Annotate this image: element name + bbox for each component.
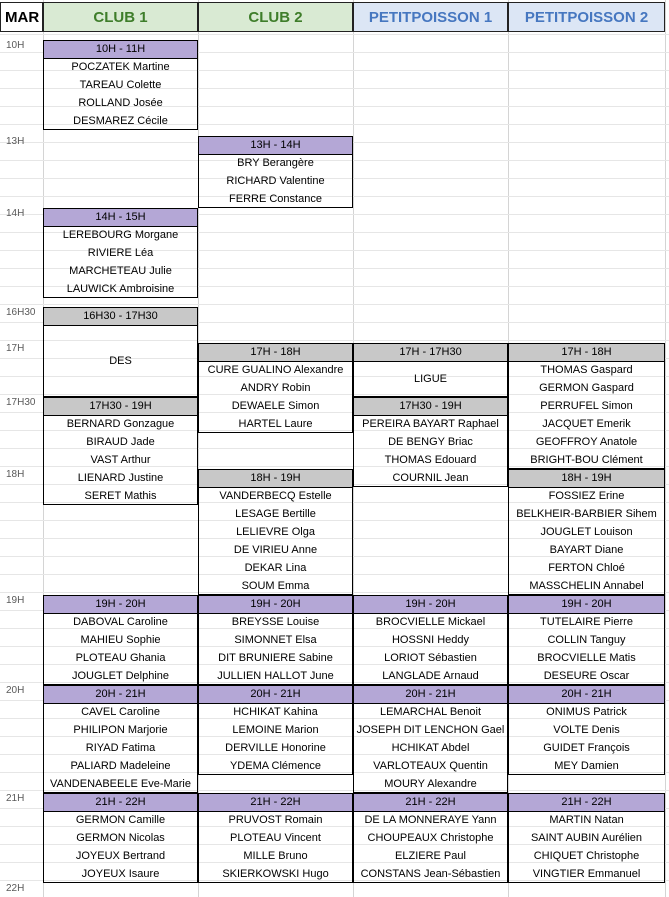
participant-name[interactable]: VINGTIER Emmanuel bbox=[532, 868, 641, 880]
participant-name[interactable]: ROLLAND Josée bbox=[78, 97, 163, 109]
participant-name[interactable]: PLOTEAU Ghania bbox=[75, 652, 166, 664]
participant-name[interactable]: LEMARCHAL Benoit bbox=[379, 706, 482, 718]
participant-name[interactable]: CONSTANS Jean-Sébastien bbox=[360, 868, 501, 880]
session-slot-header[interactable]: 21H - 22H bbox=[508, 793, 665, 811]
participant-name[interactable]: PALIARD Madeleine bbox=[70, 760, 171, 772]
participant-name[interactable]: PERRUFEL Simon bbox=[540, 400, 633, 412]
participant-name[interactable]: SAINT AUBIN Aurélien bbox=[530, 832, 643, 844]
participant-name[interactable]: TAREAU Colette bbox=[79, 79, 162, 91]
participant-name[interactable]: JULLIEN HALLOT June bbox=[217, 670, 334, 682]
participant-name[interactable]: THOMAS Edouard bbox=[384, 454, 477, 466]
session-header-divider bbox=[43, 703, 198, 704]
participant-name[interactable]: BRY Berangère bbox=[237, 157, 314, 169]
session-slot-header[interactable]: 13H - 14H bbox=[198, 136, 353, 154]
participant-name[interactable]: RIYAD Fatima bbox=[85, 742, 156, 754]
participant-name[interactable]: GERMON Camille bbox=[75, 814, 166, 826]
participant-name[interactable]: THOMAS Gaspard bbox=[540, 364, 633, 376]
time-label: 21H bbox=[6, 793, 25, 804]
participant-name[interactable]: DE LA MONNERAYE Yann bbox=[364, 814, 497, 826]
session-header-divider bbox=[43, 811, 198, 812]
participant-name[interactable]: FERTON Chloé bbox=[548, 562, 625, 574]
session-slot-header[interactable]: 20H - 21H bbox=[198, 685, 353, 703]
session-header-divider bbox=[198, 361, 353, 362]
participant-name[interactable]: FOSSIEZ Erine bbox=[548, 490, 625, 502]
participant-name[interactable]: GERMON Nicolas bbox=[76, 832, 165, 844]
session-slot-header[interactable]: 17H - 17H30 bbox=[353, 343, 508, 361]
participant-name[interactable]: DEKAR Lina bbox=[244, 562, 307, 574]
participant-name[interactable]: ONIMUS Patrick bbox=[546, 706, 627, 718]
participant-name[interactable]: BRIGHT-BOU Clément bbox=[530, 454, 643, 466]
session-slot-header[interactable]: 17H - 18H bbox=[508, 343, 665, 361]
participant-name[interactable]: JOSEPH DIT LENCHON Gael bbox=[356, 724, 505, 736]
session-header-divider bbox=[508, 361, 665, 362]
participant-name[interactable]: HCHIKAT Kahina bbox=[233, 706, 318, 718]
participant-name[interactable]: YDEMA Clémence bbox=[229, 760, 322, 772]
session-header-divider bbox=[43, 613, 198, 614]
session-slot-header[interactable]: 16H30 - 17H30 bbox=[43, 307, 198, 325]
session-slot-header[interactable]: 17H30 - 19H bbox=[43, 397, 198, 415]
participant-name[interactable]: SKIERKOWSKI Hugo bbox=[222, 868, 329, 880]
session-slot-header[interactable]: 21H - 22H bbox=[198, 793, 353, 811]
participant-name[interactable]: LORIOT Sébastien bbox=[384, 652, 477, 664]
session-header-divider bbox=[508, 487, 665, 488]
participant-name[interactable]: ELZIERE Paul bbox=[395, 850, 466, 862]
participant-name[interactable]: PEREIRA BAYART Raphael bbox=[362, 418, 499, 430]
session-header-divider bbox=[43, 325, 198, 326]
session-slot-header[interactable]: 17H - 18H bbox=[198, 343, 353, 361]
session-slot-header[interactable]: 20H - 21H bbox=[508, 685, 665, 703]
participant-name[interactable]: CHOUPEAUX Christophe bbox=[367, 832, 494, 844]
participant-name[interactable]: RIVIERE Léa bbox=[87, 247, 154, 259]
time-label: 20H bbox=[6, 685, 25, 696]
participant-name[interactable]: COLLIN Tanguy bbox=[547, 634, 626, 646]
participant-name[interactable]: RICHARD Valentine bbox=[226, 175, 325, 187]
participant-name[interactable]: BROCVIELLE Matis bbox=[537, 652, 636, 664]
participant-name[interactable]: LANGLADE Arnaud bbox=[382, 670, 479, 682]
participant-name[interactable]: PLOTEAU Vincent bbox=[230, 832, 321, 844]
time-label: 16H30 bbox=[6, 307, 36, 318]
participant-name[interactable]: MARCHETEAU Julie bbox=[69, 265, 172, 277]
session-slot-header[interactable]: 10H - 11H bbox=[43, 40, 198, 58]
participant-name[interactable]: LEREBOURG Morgane bbox=[62, 229, 179, 241]
participant-name[interactable]: CAVEL Caroline bbox=[81, 706, 160, 718]
participant-name[interactable]: BAYART Diane bbox=[549, 544, 624, 556]
participant-name[interactable]: JACQUET Emerik bbox=[542, 418, 631, 430]
session-header-divider bbox=[508, 613, 665, 614]
session-slot-header[interactable]: 14H - 15H bbox=[43, 208, 198, 226]
column-header-club-2[interactable]: CLUB 2 bbox=[198, 2, 353, 32]
participant-name[interactable]: JOYEUX Isaure bbox=[81, 868, 160, 880]
column-header-club-1[interactable]: CLUB 1 bbox=[43, 2, 198, 32]
day-header[interactable]: MAR bbox=[0, 2, 43, 32]
session-header-divider bbox=[198, 487, 353, 488]
participant-name[interactable]: LAUWICK Ambroisine bbox=[66, 283, 175, 295]
participant-name[interactable]: FERRE Constance bbox=[229, 193, 322, 205]
participant-name[interactable]: POCZATEK Martine bbox=[71, 61, 170, 73]
session-slot-header[interactable]: 19H - 20H bbox=[198, 595, 353, 613]
session-header-divider bbox=[43, 226, 198, 227]
participant-name[interactable]: PRUVOST Romain bbox=[228, 814, 323, 826]
time-label: 10H bbox=[6, 40, 25, 51]
participant-name[interactable]: JOUGLET Delphine bbox=[71, 670, 169, 682]
session-header-divider bbox=[353, 361, 508, 362]
participant-name[interactable]: VAST Arthur bbox=[90, 454, 151, 466]
participant-name[interactable]: DESEURE Oscar bbox=[543, 670, 630, 682]
session-block-label[interactable]: DES bbox=[109, 355, 132, 367]
participant-name[interactable]: VANDENABEELE Eve-Marie bbox=[49, 778, 191, 790]
participant-name[interactable]: TUTELAIRE Pierre bbox=[540, 616, 633, 628]
time-label: 17H bbox=[6, 343, 25, 354]
participant-name[interactable]: HOSSNI Heddy bbox=[391, 634, 470, 646]
session-header-divider bbox=[198, 703, 353, 704]
session-slot-header[interactable]: 20H - 21H bbox=[353, 685, 508, 703]
participant-name[interactable]: JOYEUX Bertrand bbox=[75, 850, 166, 862]
participant-name[interactable]: PHILIPON Marjorie bbox=[73, 724, 168, 736]
participant-name[interactable]: DESMAREZ Cécile bbox=[73, 115, 168, 127]
session-header-divider bbox=[198, 613, 353, 614]
participant-name[interactable]: BROCVIELLE Mickael bbox=[375, 616, 486, 628]
session-slot-header[interactable]: 17H30 - 19H bbox=[353, 397, 508, 415]
session-slot-header[interactable]: 21H - 22H bbox=[353, 793, 508, 811]
participant-name[interactable]: DABOVAL Caroline bbox=[73, 616, 168, 628]
participant-name[interactable]: SIMONNET Elsa bbox=[234, 634, 317, 646]
session-slot-header[interactable]: 19H - 20H bbox=[353, 595, 508, 613]
session-header-divider bbox=[508, 703, 665, 704]
participant-name[interactable]: MEY Damien bbox=[554, 760, 619, 772]
session-header-divider bbox=[198, 154, 353, 155]
participant-name[interactable]: VARLOTEAUX Quentin bbox=[373, 760, 488, 772]
time-label: 19H bbox=[6, 595, 25, 606]
session-block-label[interactable]: LIGUE bbox=[413, 373, 447, 385]
participant-name[interactable]: DE VIRIEU Anne bbox=[233, 544, 318, 556]
session-header-divider bbox=[353, 415, 508, 416]
session-slot-header[interactable]: 19H - 20H bbox=[508, 595, 665, 613]
participant-name[interactable]: LELIEVRE Olga bbox=[236, 526, 315, 538]
time-label: 14H bbox=[6, 208, 25, 219]
participant-name[interactable]: DIT BRUNIERE Sabine bbox=[218, 652, 333, 664]
column-header-petitpoisson-2[interactable]: PETITPOISSON 2 bbox=[508, 2, 665, 32]
participant-name[interactable]: BERNARD Gonzague bbox=[66, 418, 175, 430]
session-header-divider bbox=[353, 811, 508, 812]
time-label: 18H bbox=[6, 469, 25, 480]
session-header-divider bbox=[508, 811, 665, 812]
participant-name[interactable]: MAHIEU Sophie bbox=[80, 634, 161, 646]
participant-name[interactable]: SOUM Emma bbox=[241, 580, 310, 592]
participant-name[interactable]: BIRAUD Jade bbox=[86, 436, 155, 448]
session-header-divider bbox=[353, 703, 508, 704]
time-label: 17H30 bbox=[6, 397, 36, 408]
grid-row-line bbox=[0, 304, 669, 305]
session-header-divider bbox=[353, 613, 508, 614]
participant-name[interactable]: MOURY Alexandre bbox=[384, 778, 477, 790]
participant-name[interactable]: BREYSSE Louise bbox=[231, 616, 320, 628]
participant-name[interactable]: GERMON Gaspard bbox=[539, 382, 634, 394]
participant-name[interactable]: DE BENGY Briac bbox=[388, 436, 473, 448]
participant-name[interactable]: MARTIN Natan bbox=[549, 814, 624, 826]
session-slot-header[interactable]: 20H - 21H bbox=[43, 685, 198, 703]
participant-name[interactable]: VOLTE Denis bbox=[553, 724, 620, 736]
participant-name[interactable]: MASSCHELIN Annabel bbox=[529, 580, 644, 592]
column-header-petitpoisson-1[interactable]: PETITPOISSON 1 bbox=[353, 2, 508, 32]
session-header-divider bbox=[43, 415, 198, 416]
session-slot-header[interactable]: 18H - 19H bbox=[508, 469, 665, 487]
participant-name[interactable]: DERVILLE Honorine bbox=[225, 742, 326, 754]
participant-name[interactable]: HARTEL Laure bbox=[238, 418, 313, 430]
participant-name[interactable]: GUIDET François bbox=[543, 742, 630, 754]
time-label: 13H bbox=[6, 136, 25, 147]
participant-name[interactable]: DEWAELE Simon bbox=[231, 400, 320, 412]
participant-name[interactable]: ANDRY Robin bbox=[240, 382, 311, 394]
participant-name[interactable]: JOUGLET Louison bbox=[540, 526, 633, 538]
participant-name[interactable]: VANDERBECQ Estelle bbox=[219, 490, 332, 502]
grid-row-line bbox=[0, 34, 669, 35]
participant-name[interactable]: CURE GUALINO Alexandre bbox=[207, 364, 344, 376]
session-header-divider bbox=[43, 58, 198, 59]
participant-name[interactable]: GEOFFROY Anatole bbox=[535, 436, 638, 448]
participant-name[interactable]: BELKHEIR-BARBIER Sihem bbox=[516, 508, 657, 520]
session-slot-header[interactable]: 19H - 20H bbox=[43, 595, 198, 613]
participant-name[interactable]: LESAGE Bertille bbox=[235, 508, 316, 520]
participant-name[interactable]: COURNIL Jean bbox=[392, 472, 469, 484]
session-header-divider bbox=[198, 811, 353, 812]
participant-name[interactable]: LEMOINE Marion bbox=[232, 724, 319, 736]
participant-name[interactable]: LIENARD Justine bbox=[77, 472, 164, 484]
participant-name[interactable]: MILLE Bruno bbox=[243, 850, 308, 862]
session-slot-header[interactable]: 21H - 22H bbox=[43, 793, 198, 811]
participant-name[interactable]: CHIQUET Christophe bbox=[533, 850, 640, 862]
participant-name[interactable]: HCHIKAT Abdel bbox=[391, 742, 470, 754]
time-label: 22H bbox=[6, 883, 25, 894]
participant-name[interactable]: SERET Mathis bbox=[84, 490, 157, 502]
session-slot-header[interactable]: 18H - 19H bbox=[198, 469, 353, 487]
